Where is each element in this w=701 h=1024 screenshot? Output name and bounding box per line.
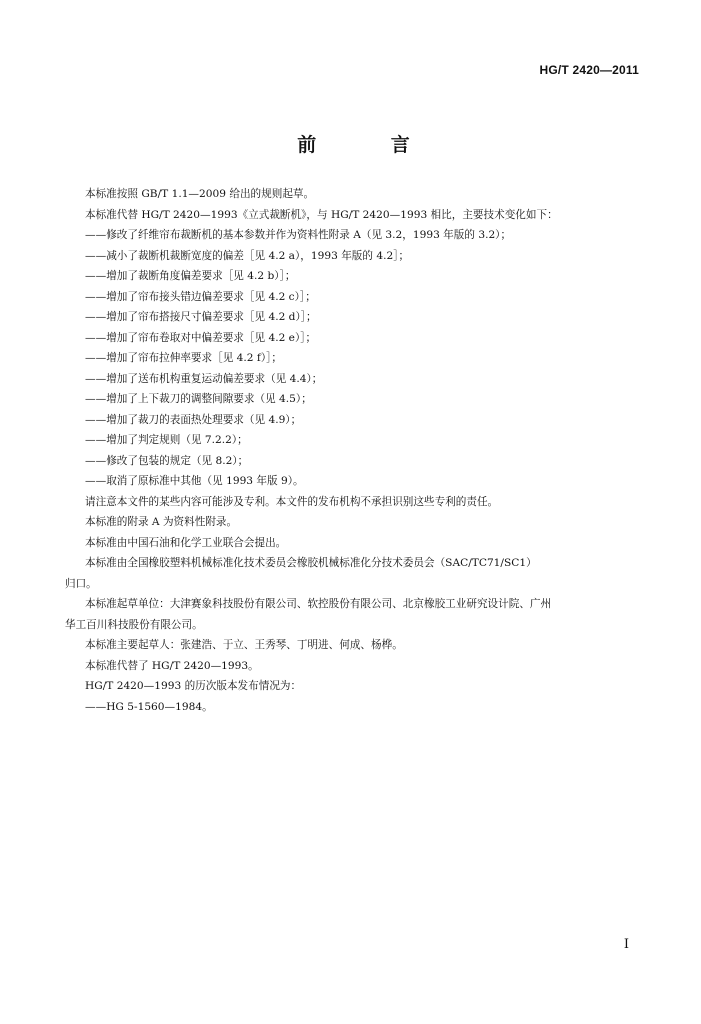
paragraph-drafting-rule: 本标准按照 GB/T 1.1—2009 给出的规则起草。 [85, 188, 315, 200]
change-item: ——增加了帘布拉伸率要求［见 4.2 f）］； [85, 352, 282, 364]
paragraph-annex: 本标准的附录 A 为资料性附录。 [85, 516, 238, 528]
paragraph-drafters: 本标准主要起草人：张建浩、于立、王秀琴、丁明进、何成、杨桦。 [85, 639, 403, 651]
paragraph-responsible-committee-cont: 归口。 [65, 577, 97, 590]
page-title: 前 言 [297, 134, 444, 156]
change-item: ——增加了裁断角度偏差要求［见 4.2 b）］； [85, 270, 296, 282]
change-item: ——增加了帘布卷取对中偏差要求［见 4.2 e）］； [85, 331, 317, 344]
change-item: ——增加了上下裁刀的调整间隙要求（见 4.5）； [85, 393, 312, 405]
standard-code: HG/T 2420—2011 [539, 63, 639, 77]
change-item: ——修改了包装的规定（见 8.2）； [85, 454, 249, 467]
paragraph-responsible-committee: 本标准由全国橡胶塑料机械标准化技术委员会橡胶机械标准化分技术委员会（SAC/TC71/SC1） [85, 557, 537, 569]
paragraph-patent-notice: 请注意本文件的某些内容可能涉及专利。本文件的发布机构不承担识别这些专利的责任。 [85, 495, 499, 508]
preface-body [65, 184, 645, 717]
paragraph-drafting-units-cont: 华工百川科技股份有限公司。 [65, 618, 203, 631]
change-item: ——增加了帘布搭接尺寸偏差要求［见 4.2 d）］； [85, 311, 317, 323]
paragraph-replaced-standard: 本标准代替了 HG/T 2420—1993。 [85, 659, 259, 672]
paragraph-replaces: 本标准代替 HG/T 2420—1993《立式裁断机》，与 HG/T 2420—1993 相比，主要技术变化如下： [85, 208, 558, 221]
change-item: ——修改了纤维帘布裁断机的基本参数并作为资料性附录 A（见 3.2，1993 年版的 3.2）； [85, 229, 512, 241]
change-item: ——取消了原标准中其他（见 1993 年版 9）。 [85, 475, 304, 487]
change-item: ——增加了送布机构重复运动偏差要求（见 4.4）； [85, 372, 323, 385]
paragraph-history-intro: HG/T 2420—1993 的历次版本发布情况为： [85, 680, 302, 692]
page-number: I [623, 937, 629, 952]
change-item: ——增加了裁刀的表面热处理要求（见 4.9）； [85, 413, 302, 426]
change-item: ——增加了判定规则（见 7.2.2）； [85, 434, 248, 446]
paragraph-proposed-by: 本标准由中国石油和化学工业联合会提出。 [85, 536, 287, 549]
paragraph-drafting-units: 本标准起草单位：大津赛象科技股份有限公司、软控股份有限公司、北京橡胶工业研究设计院、广州 [85, 598, 552, 610]
history-item: ——HG 5-1560—1984。 [85, 700, 213, 713]
change-item: ——减小了裁断机裁断宽度的偏差［见 4.2 a），1993 年版的 4.2］； [85, 249, 410, 262]
change-item: ——增加了帘布接头错边偏差要求［见 4.2 c）］； [85, 290, 316, 303]
